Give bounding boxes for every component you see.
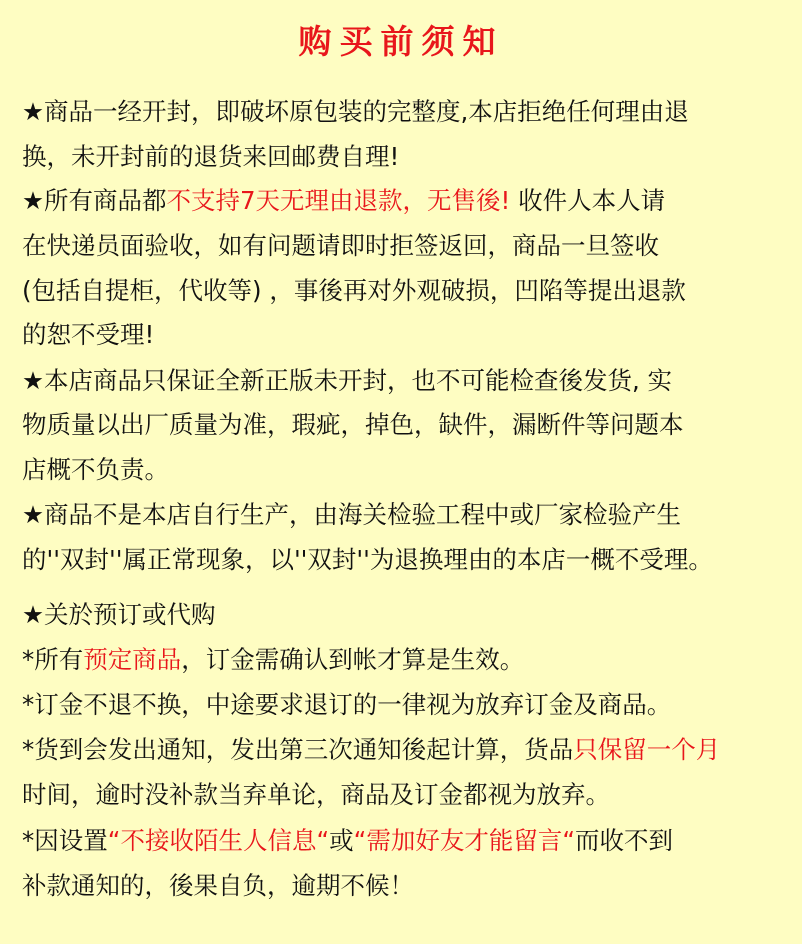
line-text: ★商品不是本店自行生产，由海关检验工程中或厂家检验产生	[22, 500, 681, 529]
notice-line	[22, 826, 797, 856]
notice-line	[22, 545, 797, 575]
notice-line	[22, 142, 797, 172]
notice-line	[22, 186, 797, 216]
line-text: 时间，逾时没补款当弃单论，商品及订金都视为放弃。	[22, 780, 610, 809]
notice-line	[22, 320, 797, 350]
notice-line	[22, 645, 797, 675]
notice-line	[22, 871, 797, 901]
highlight-text: “不接收陌生人信息“	[107, 826, 330, 855]
notice-line	[22, 276, 797, 306]
line-text: ★商品一经开封，即破坏原包装的完整度,本店拒绝任何理由退	[22, 97, 689, 126]
line-text: 店概不负责。	[22, 455, 169, 484]
highlight-text: 不支持7天无理由退款，无售後!	[166, 186, 511, 215]
highlight-text: “需加好友才能留言“	[353, 826, 576, 855]
line-text: (包括自提柜，代收等) ，事後再对外观破损，凹陷等提出退款	[22, 276, 686, 305]
line-text: ★所有商品都	[22, 186, 167, 215]
notice-line	[22, 366, 797, 396]
notice-line	[22, 690, 797, 720]
notice-line	[22, 500, 797, 530]
line-text: *货到会发出通知，发出第三次通知後起计算，货品	[22, 735, 574, 764]
page-title: 购买前须知	[298, 22, 504, 61]
line-text: 或	[329, 826, 354, 855]
highlight-text: 只保留一个月	[573, 735, 721, 764]
line-text: 而收不到	[575, 826, 674, 855]
notice-line	[22, 780, 797, 810]
highlight-text: 预定商品	[83, 645, 182, 674]
line-text: 物质量以出厂质量为准，瑕疵，掉色，缺件，漏断件等问题本	[22, 410, 684, 439]
line-text: 的恕不受理!	[22, 320, 155, 349]
line-text: 换，未开封前的退货来回邮费自理!	[22, 142, 400, 171]
notice-line	[22, 455, 797, 485]
notice-line	[22, 231, 797, 261]
line-text: 补款通知的，後果自负，逾期不候！	[22, 871, 414, 900]
notice-line	[22, 600, 797, 630]
line-text: 在快递员面验收，如有问题请即时拒签返回，商品一旦签收	[22, 231, 659, 260]
line-text: 收件人本人请	[510, 186, 666, 215]
line-text: ★关於预订或代购	[22, 600, 216, 629]
notice-line	[22, 735, 797, 765]
line-text: *所有	[22, 645, 84, 674]
notice-line	[22, 97, 797, 127]
line-text: ★本店商品只保证全新正版未开封，也不可能检查後发货, 实	[22, 366, 673, 395]
line-text: 的''双封''属正常现象，以''双封''为退换理由的本店一概不受理。	[22, 545, 713, 574]
line-text: *订金不退不换，中途要求退订的一律视为放弃订金及商品。	[22, 690, 672, 719]
notice-line	[22, 410, 797, 440]
line-text: ，订金需确认到帐才算是生效。	[181, 645, 525, 674]
line-text: *因设置	[22, 826, 108, 855]
